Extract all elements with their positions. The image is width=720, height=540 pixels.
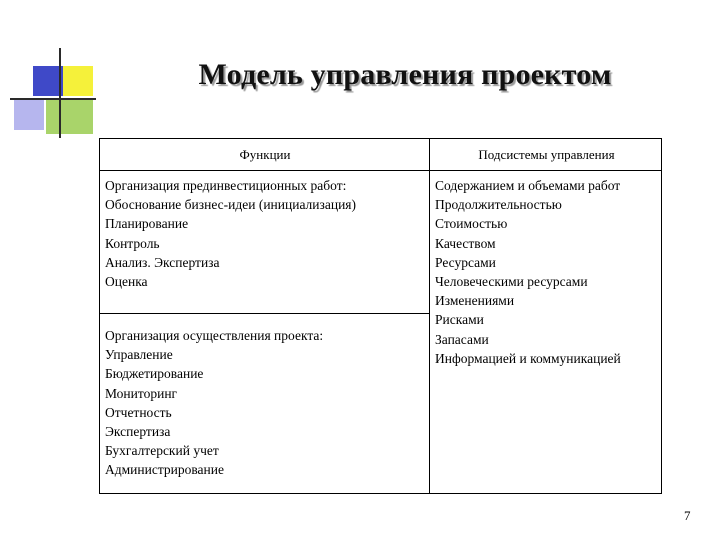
list-item: Рисками xyxy=(435,312,484,328)
project-model-table xyxy=(99,138,662,494)
list-item: Ресурсами xyxy=(435,254,496,270)
list-item: Администрирование xyxy=(105,462,224,478)
list-item: Изменениями xyxy=(435,293,515,309)
subsystems-header: Подсистемы управления xyxy=(478,147,615,162)
implementation-cell xyxy=(105,326,323,480)
list-item: Обоснование бизнес-идеи (инициализация) xyxy=(105,197,356,213)
list-item: Содержанием и объемами работ xyxy=(435,178,621,193)
list-item: Бухгалтерский учет xyxy=(105,443,219,459)
list-item: Экспертиза xyxy=(105,424,171,440)
list-item: Продолжительностью xyxy=(435,197,562,213)
decorative-horizontal-line xyxy=(10,98,96,100)
list-item: Анализ. Экспертиза xyxy=(105,254,220,270)
column-divider xyxy=(429,139,430,493)
preinvestment-cell xyxy=(105,176,356,291)
subsystems-cell xyxy=(435,176,621,368)
slide-title: Модель управления проектом xyxy=(198,58,612,91)
list-item: Планирование xyxy=(105,216,189,232)
list-item: Контроль xyxy=(105,235,160,251)
list-item: Стоимостью xyxy=(435,216,508,232)
implementation-heading: Организация осуществления проекта: xyxy=(105,328,324,343)
functions-row-divider xyxy=(100,313,430,314)
list-item: Информацией и коммуникацией xyxy=(435,350,621,366)
list-item: Бюджетирование xyxy=(105,366,204,382)
page-number: 7 xyxy=(684,508,691,523)
decorative-square-green xyxy=(46,100,93,134)
preinvestment-heading: Организация прединвестиционных работ: xyxy=(105,178,347,193)
functions-header: Функции xyxy=(239,147,291,162)
list-item: Человеческими ресурсами xyxy=(435,274,588,290)
decorative-square-yellow xyxy=(63,66,93,96)
list-item: Оценка xyxy=(105,274,148,290)
list-item: Качеством xyxy=(435,235,496,251)
list-item: Запасами xyxy=(435,331,489,347)
list-item: Отчетность xyxy=(105,404,172,420)
list-item: Управление xyxy=(105,347,173,363)
list-item: Мониторинг xyxy=(105,385,178,401)
header-divider xyxy=(100,170,661,171)
decorative-vertical-line xyxy=(59,48,61,138)
decorative-square-lavender xyxy=(14,100,44,130)
